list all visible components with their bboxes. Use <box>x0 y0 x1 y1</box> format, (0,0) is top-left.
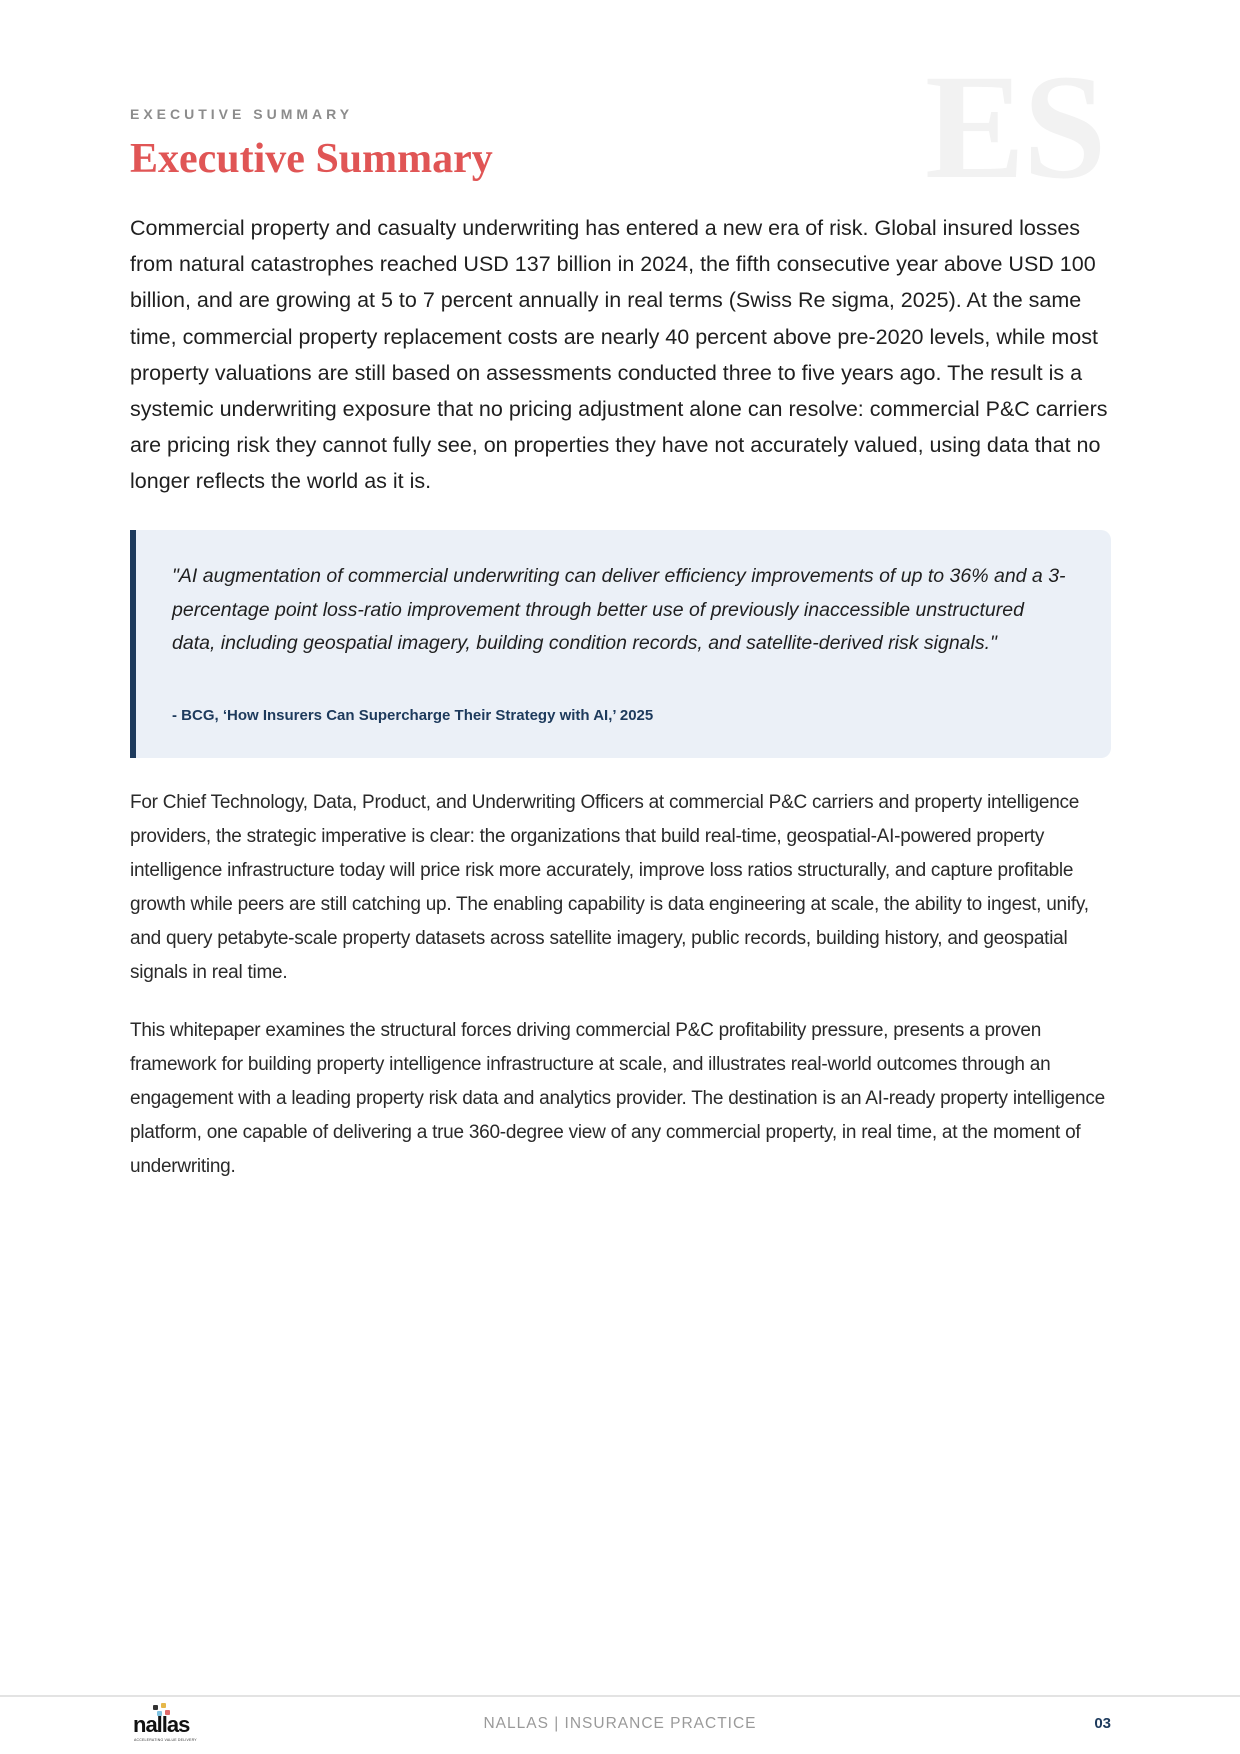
footer-divider <box>0 1695 1240 1697</box>
page-number: 03 <box>1094 1715 1111 1732</box>
callout-quote-text: "AI augmentation of commercial underwriting can deliver efficiency improvements of up to 36% and a 3-percentage point loss-ratio improvement through better use of previously inaccessible unstructured data, including geospatial imagery, building condition records, and satellite-derived risk signals." <box>172 565 1066 654</box>
page-title: Executive Summary <box>130 136 493 182</box>
footer-practice-label: NALLAS | INSURANCE PRACTICE <box>483 1715 757 1732</box>
quote-callout <box>130 530 1111 758</box>
section-eyebrow: EXECUTIVE SUMMARY <box>130 106 354 122</box>
body-paragraph: For Chief Technology, Data, Product, and Underwriting Officers at commercial P&C carriers and property intelligence providers, the strategic imperative is clear: the organizations that build real-time, geospatial-AI-powered property intelligence infrastructure today will price risk more accurately, improve loss ratios structurally, and capture profitable growth while peers are still catching up. The enabling capability is data engineering at scale, the ability to ingest, unify, and query petabyte-scale property datasets across satellite imagery, public records, building history, and geospatial signals in real time. <box>130 792 1089 983</box>
lead-paragraph: Commercial property and casualty underwriting has entered a new era of risk. Global insured losses from natural catastrophes reached USD 137 billion in 2024, the fifth consecutive year above USD 100 billion, and are growing at 5 to 7 percent annually in real terms (Swiss Re sigma, 2025). At the same time, commercial property replacement costs are nearly 40 percent above pre-2020 levels, while most property valuations are still based on assessments conducted three to five years ago. The result is a systemic underwriting exposure that no pricing adjustment alone can resolve: commercial P&C carriers are pricing risk they cannot fully see, on properties they have not accurately valued, using data that no longer reflects the world as it is. <box>130 216 1108 494</box>
logo-tagline: ACCELERATING VALUE DELIVERY <box>134 1738 197 1742</box>
callout-source: - BCG, ‘How Insurers Can Supercharge Their Strategy with AI,’ 2025 <box>172 707 654 724</box>
logo-wordmark: nallas <box>133 1712 190 1737</box>
section-watermark: ES <box>925 44 1105 210</box>
body-paragraph: This whitepaper examines the structural forces driving commercial P&C profitability pressure, presents a proven framework for building property intelligence infrastructure at scale, and illustrates real-world outcomes through an engagement with a leading property risk data and analytics provider. The destination is an AI-ready property intelligence platform, one capable of delivering a true 360-degree view of any commercial property, in real time, at the moment of underwriting. <box>130 1020 1105 1177</box>
